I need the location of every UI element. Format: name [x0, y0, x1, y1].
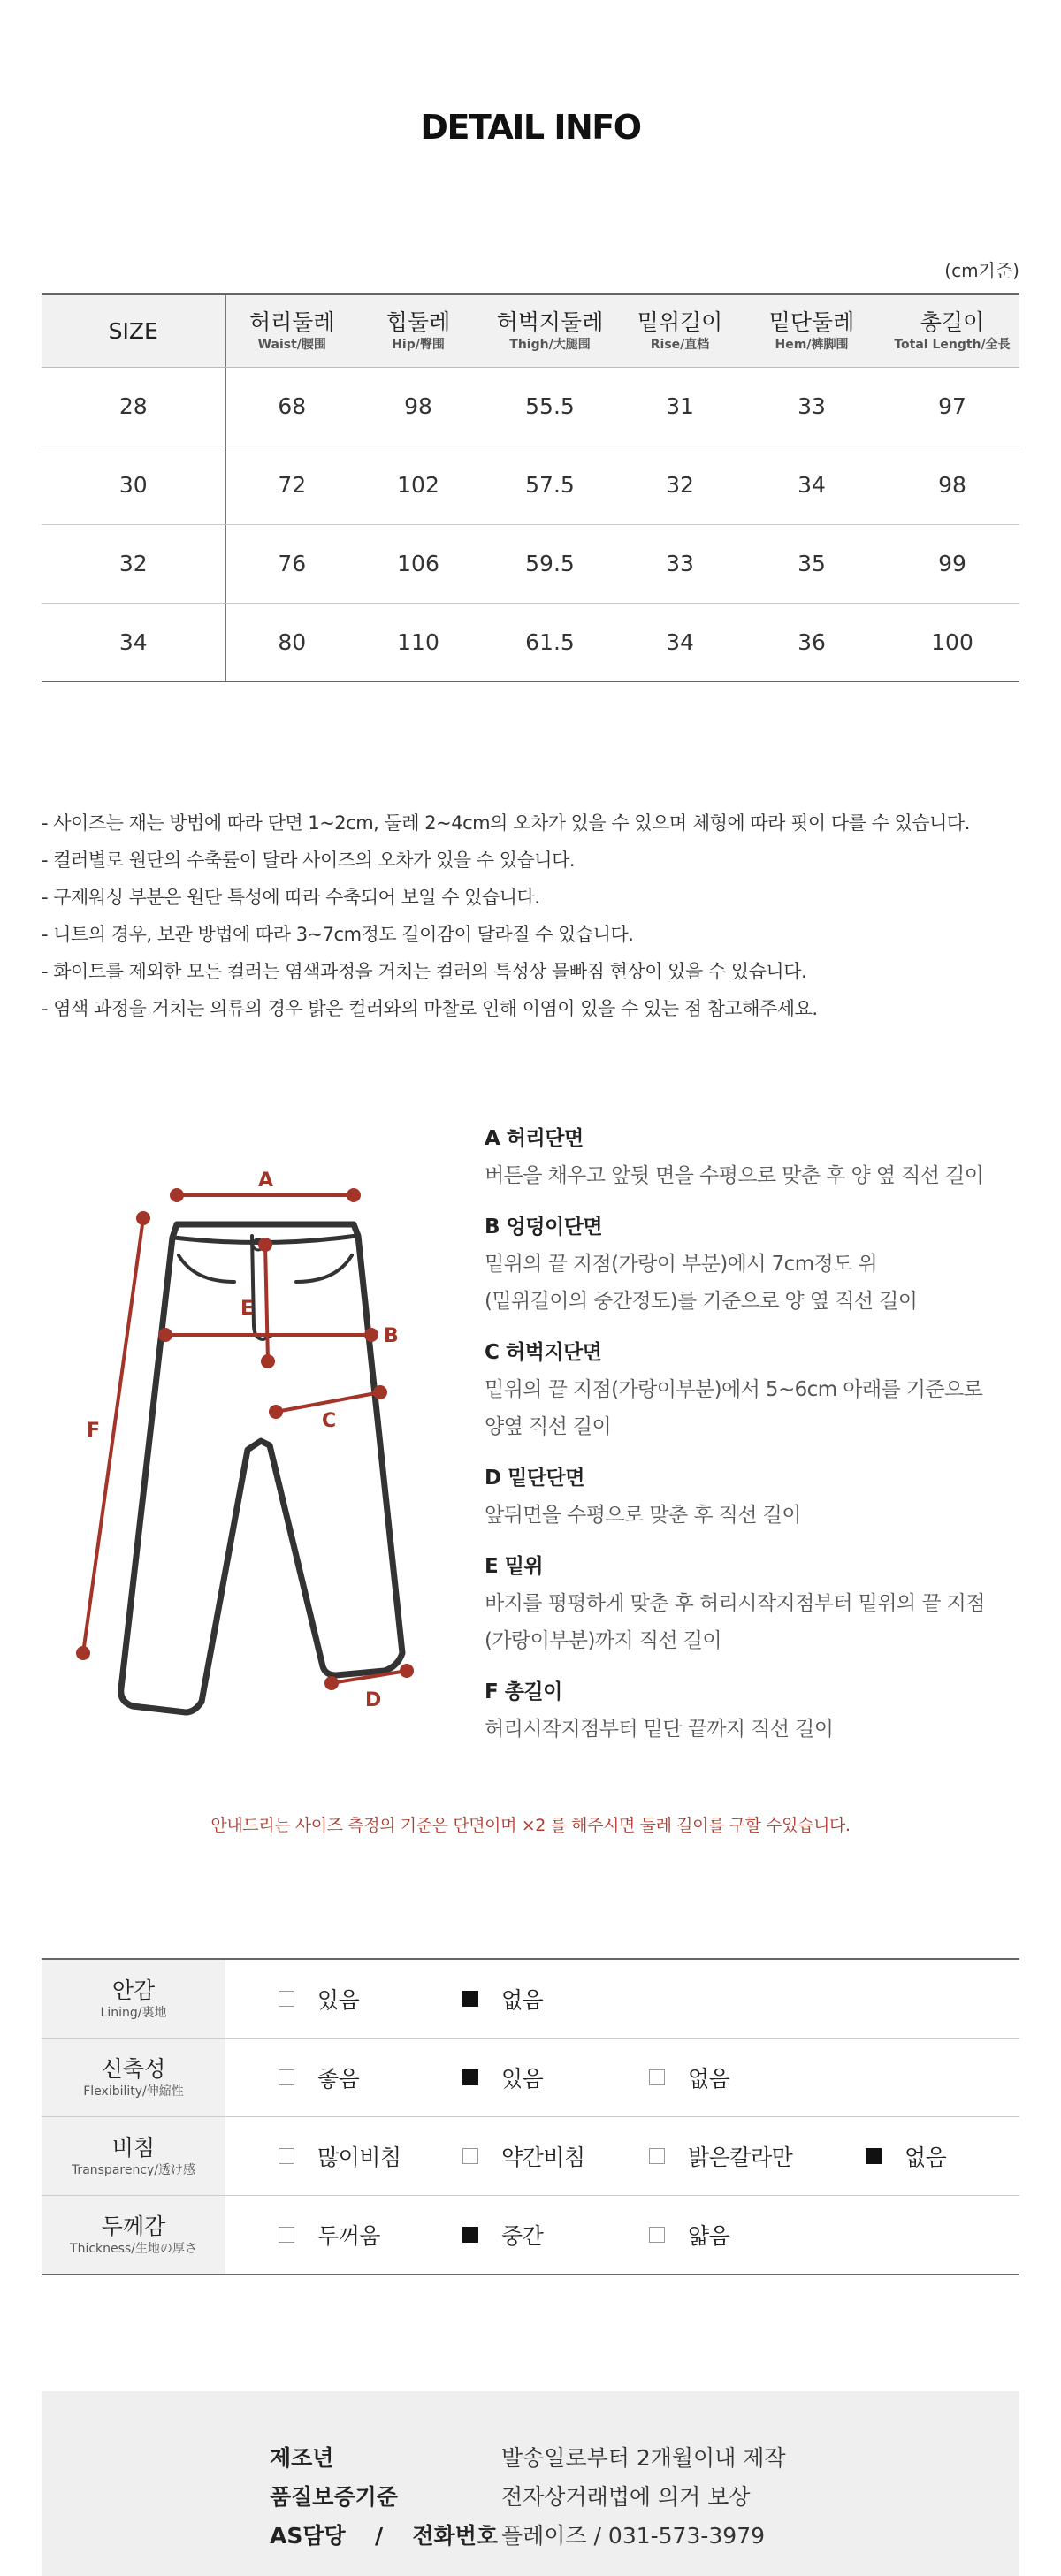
property-options — [225, 2039, 1019, 2117]
measurement-item — [485, 1548, 1033, 1659]
diagram-labels — [87, 1170, 399, 1711]
column-header — [225, 294, 358, 367]
option — [462, 2196, 543, 2274]
notes-list — [42, 804, 1050, 1027]
property-label-sub: Flexibility/伸縮性 — [83, 2084, 184, 2099]
checkbox-unchecked-icon — [462, 2148, 478, 2164]
option-label: 있음 — [317, 1987, 360, 2013]
footer-key: 제조년 — [270, 2445, 334, 2471]
product-info-footer — [42, 2391, 1019, 2576]
size-header: SIZE — [42, 294, 225, 367]
note-item: - 구제워싱 부분은 원단 특성에 따라 수축되어 보일 수 있습니다. — [42, 887, 540, 908]
column-header-ko: 밑위길이 — [637, 309, 723, 336]
footer-key: 품질보증기준 — [270, 2484, 398, 2510]
column-header-ko: 밑단둘레 — [768, 309, 855, 336]
measurement-title: B 엉덩이단면 — [485, 1216, 603, 1238]
table-cell: 36 — [738, 603, 885, 682]
measurement-title: D 밑단단면 — [485, 1467, 584, 1490]
checkbox-checked-icon — [462, 2227, 478, 2243]
property-label-ko: 비침 — [111, 2135, 156, 2161]
pants-measurement-diagram — [71, 1149, 442, 1724]
table-cell: 34 — [622, 603, 738, 682]
measurement-item — [485, 1673, 1033, 1748]
option-label: 두꺼움 — [317, 2223, 380, 2249]
option-label: 있음 — [501, 2066, 544, 2092]
option — [649, 2196, 729, 2274]
footer-row — [42, 2515, 1019, 2554]
measurement-text: 양옆 직선 길이 — [485, 1415, 612, 1438]
option-label: 좋음 — [317, 2066, 360, 2092]
option-label: 많이비침 — [317, 2145, 401, 2170]
property-label — [42, 2196, 225, 2275]
checkbox-unchecked-icon — [279, 2069, 294, 2085]
table-cell: 59.5 — [478, 524, 622, 603]
table-cell: 34 — [738, 446, 885, 524]
property-row — [42, 2117, 1019, 2196]
measurement-item — [485, 1334, 1033, 1445]
footer-row — [42, 2476, 1019, 2515]
property-table — [42, 1958, 1019, 2275]
property-label-ko: 안감 — [111, 1978, 156, 2003]
table-cell: 98 — [885, 446, 1019, 524]
property-label-ko: 신축성 — [101, 2056, 166, 2082]
table-cell: 57.5 — [478, 446, 622, 524]
column-header-sub: Total Length/全長 — [894, 338, 1011, 353]
option-label: 얇음 — [688, 2223, 730, 2249]
table-cell: 35 — [738, 524, 885, 603]
property-row — [42, 2039, 1019, 2117]
measurement-text: (가랑이부분)까지 직선 길이 — [485, 1629, 721, 1652]
table-cell: 102 — [358, 446, 478, 524]
column-header — [478, 294, 622, 367]
table-cell: 97 — [885, 367, 1019, 446]
checkbox-unchecked-icon — [279, 1991, 294, 2007]
option — [866, 2117, 946, 2195]
label-f: F — [87, 1420, 101, 1442]
option-label: 없음 — [501, 1987, 544, 2013]
property-row — [42, 2196, 1019, 2275]
unit-note: (cm기준) — [944, 260, 1019, 281]
label-a: A — [258, 1170, 274, 1192]
pants-outline — [121, 1224, 402, 1712]
size-table-header — [42, 294, 1019, 367]
checkbox-unchecked-icon — [649, 2148, 665, 2164]
column-header-ko: 총길이 — [920, 309, 985, 336]
option-label: 없음 — [688, 2066, 730, 2092]
column-header-sub: Hem/裤脚围 — [775, 338, 849, 353]
option — [462, 1960, 543, 2038]
column-header-sub: Hip/臀围 — [392, 338, 445, 353]
checkbox-unchecked-icon — [649, 2227, 665, 2243]
property-label-sub: Lining/裏地 — [100, 2006, 167, 2020]
property-label — [42, 1959, 225, 2039]
measurement-text: 허리시작지점부터 밑단 끝까지 직선 길이 — [485, 1718, 834, 1741]
checkbox-unchecked-icon — [279, 2227, 294, 2243]
size-cell: 32 — [42, 524, 225, 603]
measurement-title: F 총길이 — [485, 1680, 562, 1703]
option — [462, 2117, 585, 2195]
column-header — [885, 294, 1019, 367]
column-header-sub: Rise/直档 — [650, 338, 710, 353]
column-header — [622, 294, 738, 367]
checkbox-checked-icon — [866, 2148, 882, 2164]
label-c: C — [322, 1410, 337, 1432]
table-row — [42, 603, 1019, 682]
table-cell: 99 — [885, 524, 1019, 603]
table-cell: 110 — [358, 603, 478, 682]
option — [462, 2039, 543, 2116]
option-label: 밝은칼라만 — [688, 2145, 793, 2170]
table-cell: 33 — [622, 524, 738, 603]
measurement-title: C 허벅지단면 — [485, 1341, 602, 1364]
property-label-ko: 두께감 — [101, 2214, 166, 2239]
column-header-ko: 허벅지둘레 — [496, 309, 604, 336]
table-cell: 33 — [738, 367, 885, 446]
option — [649, 2039, 729, 2116]
note-item: - 니트의 경우, 보관 방법에 따라 3~7cm정도 길이감이 달라질 수 있습니다. — [42, 924, 634, 945]
measurement-text: 밑위의 끝 지점(가랑이부분)에서 5~6cm 아래를 기준으로 — [485, 1378, 983, 1401]
option — [279, 2117, 401, 2195]
size-table — [42, 293, 1019, 682]
page-title: DETAIL INFO — [420, 108, 641, 147]
measurement-text: 밑위의 끝 지점(가랑이 부분)에서 7cm정도 위 — [485, 1253, 878, 1276]
measurement-text: 앞뒤면을 수평으로 맞춘 후 직선 길이 — [485, 1504, 801, 1527]
table-row — [42, 367, 1019, 446]
property-label-sub: Transparency/透け感 — [71, 2163, 196, 2177]
table-cell: 31 — [622, 367, 738, 446]
option-label: 중간 — [501, 2223, 544, 2249]
size-cell: 34 — [42, 603, 225, 682]
checkbox-unchecked-icon — [649, 2069, 665, 2085]
table-cell: 80 — [225, 603, 358, 682]
column-header-ko: 힙둘레 — [385, 309, 451, 336]
measurement-title: E 밑위 — [485, 1555, 544, 1578]
table-cell: 72 — [225, 446, 358, 524]
table-cell: 76 — [225, 524, 358, 603]
footer-key: AS담당 / 전화번호 — [270, 2523, 498, 2549]
checkbox-checked-icon — [462, 1991, 478, 2007]
note-item: - 컬러별로 원단의 수축률이 달라 사이즈의 오차가 있을 수 있습니다. — [42, 850, 576, 871]
column-header-sub: Thigh/大腿围 — [509, 338, 591, 353]
measurement-guide-text: 안내드리는 사이즈 측정의 기준은 단면이며 ×2 를 해주시면 둘레 길이를 구할 수있습니다. — [210, 1816, 851, 1835]
note-item: - 사이즈는 재는 방법에 따라 단면 1~2cm, 둘레 2~4cm의 오차가 있을 수 있으며 체형에 따라 핏이 다를 수 있습니다. — [42, 812, 970, 834]
property-label — [42, 2117, 225, 2196]
measurement-text: 바지를 평평하게 맞춘 후 허리시작지점부터 밑위의 끝 지점 — [485, 1592, 985, 1615]
table-row — [42, 524, 1019, 603]
label-b: B — [384, 1325, 399, 1347]
measurement-item — [485, 1120, 1033, 1194]
measurement-text: (밑위길이의 중간정도)를 기준으로 양 옆 직선 길이 — [485, 1290, 918, 1313]
measurement-item — [485, 1459, 1033, 1534]
label-e: E — [240, 1298, 255, 1320]
property-options — [225, 1959, 1019, 2039]
measurement-text: 버튼을 채우고 앞뒷 면을 수평으로 맞춘 후 양 옆 직선 길이 — [485, 1164, 984, 1187]
property-options — [225, 2117, 1019, 2196]
table-cell: 61.5 — [478, 603, 622, 682]
column-header-ko: 허리둘레 — [248, 309, 335, 336]
table-cell: 55.5 — [478, 367, 622, 446]
column-header — [738, 294, 885, 367]
footer-value: 전자상거래법에 의거 보상 — [501, 2484, 751, 2510]
property-row — [42, 1959, 1019, 2039]
table-row — [42, 446, 1019, 524]
option — [279, 2039, 359, 2116]
checkbox-unchecked-icon — [279, 2148, 294, 2164]
option — [279, 1960, 359, 2038]
property-label — [42, 2039, 225, 2117]
note-item: - 화이트를 제외한 모든 컬러는 염색과정을 거치는 컬러의 특성상 물빠짐 현상이 있을 수 있습니다. — [42, 961, 807, 982]
table-cell: 100 — [885, 603, 1019, 682]
property-label-sub: Thickness/生地の厚さ — [70, 2242, 197, 2256]
size-cell: 30 — [42, 446, 225, 524]
table-cell: 98 — [358, 367, 478, 446]
label-d: D — [365, 1689, 382, 1711]
measurement-item — [485, 1208, 1033, 1320]
table-cell: 68 — [225, 367, 358, 446]
measurement-title: A 허리단면 — [485, 1127, 584, 1150]
column-header-sub: Waist/腰围 — [257, 338, 326, 353]
column-header — [358, 294, 478, 367]
note-item: - 염색 과정을 거치는 의류의 경우 밝은 컬러와의 마찰로 인해 이염이 있을 수 있는 점 참고해주세요. — [42, 998, 818, 1019]
checkbox-checked-icon — [462, 2069, 478, 2085]
property-options — [225, 2196, 1019, 2275]
footer-value: 플레이즈 / 031-573-3979 — [501, 2523, 766, 2549]
footer-value: 발송일로부터 2개월이내 제작 — [501, 2445, 786, 2471]
option-label: 약간비침 — [501, 2145, 585, 2170]
size-cell: 28 — [42, 367, 225, 446]
table-cell: 32 — [622, 446, 738, 524]
table-cell: 106 — [358, 524, 478, 603]
footer-row — [42, 2437, 1019, 2476]
option-label: 없음 — [905, 2145, 947, 2170]
option — [649, 2117, 792, 2195]
measurement-descriptions — [485, 1120, 1033, 1762]
option — [279, 2196, 380, 2274]
